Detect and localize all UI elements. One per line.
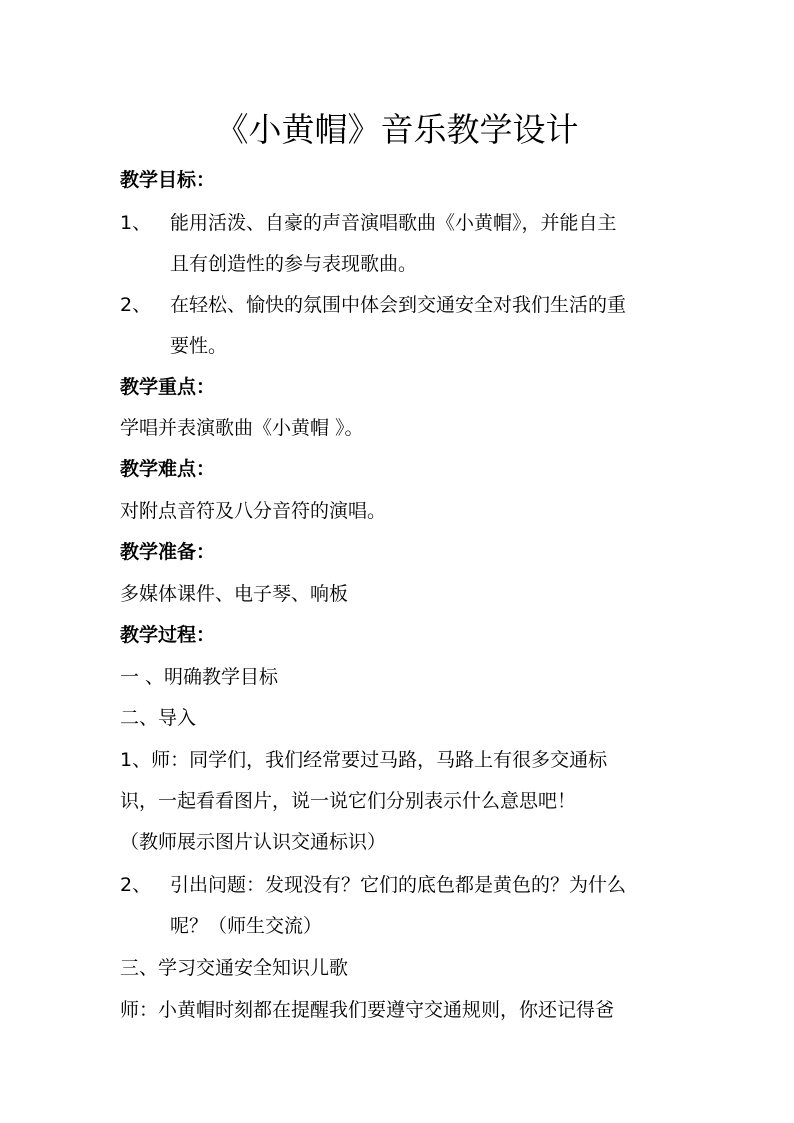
process-paragraph-1: 1、师：同学们，我们经常要过马路，马路上有很多交通标 xyxy=(120,749,608,771)
process-item-2-continued: 呢？（师生交流） xyxy=(170,915,323,937)
process-note: （教师展示图片认识交通标识） xyxy=(120,831,387,853)
goal-2-continued: 要性。 xyxy=(170,335,228,357)
process-item-2-number: 2、 xyxy=(120,874,152,896)
difficulties-text: 对附点音符及八分音符的演唱。 xyxy=(120,500,387,522)
goal-1-continued: 且有创造性的参与表现歌曲。 xyxy=(170,253,418,275)
process-item-2 xyxy=(120,871,626,899)
goal-2-text: 在轻松、愉快的氛围中体会到交通安全对我们生活的重 xyxy=(170,294,627,316)
heading-teaching-goals: 教学目标： xyxy=(120,169,216,191)
key-points-text: 学唱并表演歌曲《小黄帽 》。 xyxy=(120,417,364,439)
process-step-1: 一 、明确教学目标 xyxy=(120,666,279,688)
process-paragraph-2: 师：小黄帽时刻都在提醒我们要遵守交通规则，你还记得爸 xyxy=(120,999,615,1021)
document-title: 《小黄帽》音乐教学设计 xyxy=(215,110,579,149)
heading-preparation: 教学准备： xyxy=(120,541,216,563)
goal-1 xyxy=(120,209,617,237)
goal-2 xyxy=(120,291,626,319)
goal-1-number: 1、 xyxy=(120,212,152,234)
process-item-2-text: 引出问题：发现没有？它们的底色都是黄色的？为什么 xyxy=(170,874,627,896)
heading-difficulties: 教学难点： xyxy=(120,458,216,480)
process-step-3: 三、学习交通安全知识儿歌 xyxy=(120,957,349,979)
process-paragraph-1-continued: 识，一起看看图片，说一说它们分别表示什么意思吧！ xyxy=(120,790,577,812)
process-step-2: 二、导入 xyxy=(120,707,197,729)
heading-process: 教学过程： xyxy=(120,624,216,646)
preparation-text: 多媒体课件、电子琴、响板 xyxy=(120,583,349,605)
goal-2-number: 2、 xyxy=(120,294,152,316)
goal-1-text: 能用活泼、自豪的声音演唱歌曲《小黄帽》，并能自主 xyxy=(170,212,617,234)
heading-key-points: 教学重点： xyxy=(120,376,216,398)
